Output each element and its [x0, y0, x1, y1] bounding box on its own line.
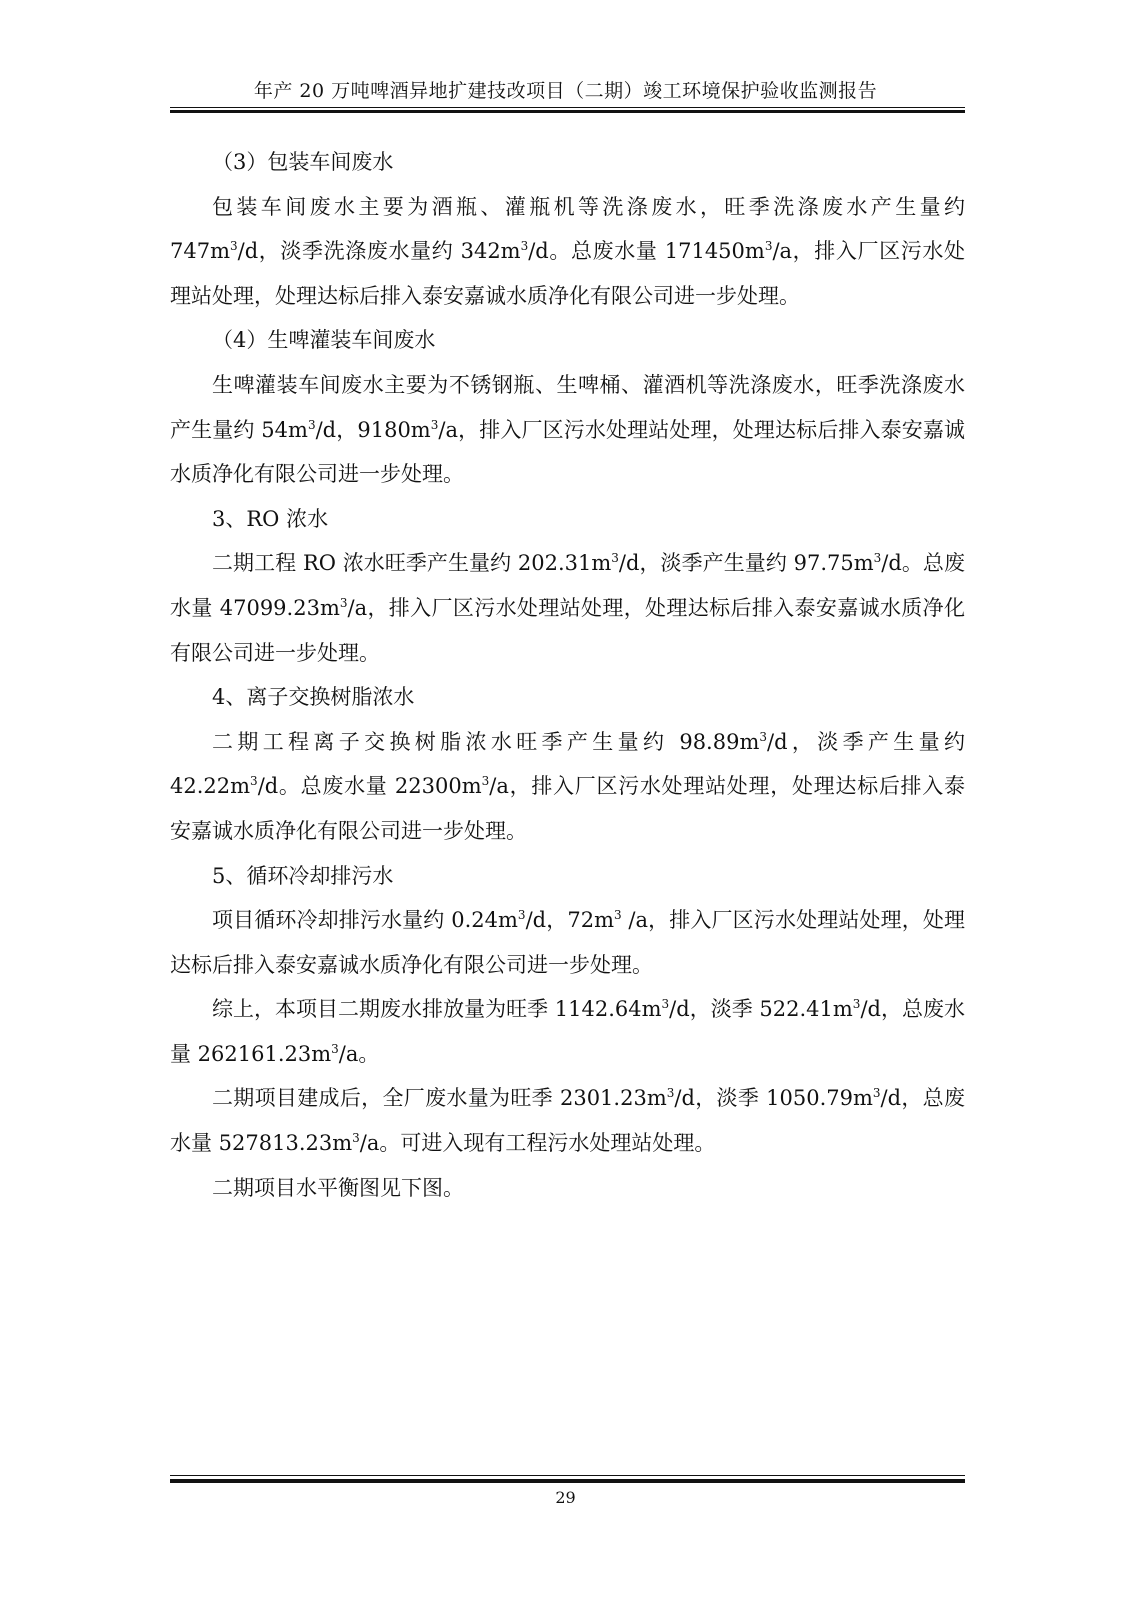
footer-rule: [170, 1475, 965, 1476]
page-number: 29: [555, 1488, 576, 1507]
section-heading-draft-beer: （4）生啤灌装车间废水: [212, 328, 436, 353]
paragraph-ro-concentrate: 二期工程 RO 浓水旺季产生量约 $202.31m^3/d$，淡季产生量约 $97.75m^3/d$。总废水量 $47099.23m^3/a$，排入厂区污水处理站处理，处理达标后排入泰安嘉诚水质净化有限公司进一步处理。: [170, 551, 965, 665]
section-heading-ro: 3、RO 浓水: [212, 506, 329, 531]
document-body: [170, 140, 965, 1210]
section-heading-packaging: （3）包装车间废水: [212, 150, 394, 174]
footer-rule-thick: [170, 1479, 965, 1483]
paragraph-summary-plant: 二期项目建成后，全厂废水量为旺季 $2301.23m^3/d$，淡季 $1050.79m^3/d$，总废水量 $527813.23m^3/a$。可进入现有工程污水处理站处理。: [170, 1086, 965, 1156]
paragraph-water-balance-note: 二期项目水平衡图见下图。: [212, 1175, 464, 1200]
paragraph-draft-beer-wastewater: 生啤灌装车间废水主要为不锈钢瓶、生啤桶、灌酒机等洗涤废水，旺季洗涤废水产生量约 $54m^3/d$，$9180m^3/a$，排入厂区污水处理站处理，处理达标后排入泰安嘉诚水质净化有限公司进一步处理。: [170, 372, 966, 487]
header-rule: [170, 107, 965, 108]
section-heading-ion-exchange: 4、离子交换树脂浓水: [212, 685, 415, 710]
section-heading-cooling: 5、循环冷却排污水: [212, 863, 394, 888]
paragraph-packaging-wastewater: 包装车间废水主要为酒瓶、灌瓶机等洗涤废水，旺季洗涤废水产生量约 $747m^3/d$，淡季洗涤废水量约 $342m^3/d$。总废水量 $171450m^3/a$，排入厂区污水处理站处理，处理达标后排入泰安嘉诚水质净化有限公司进一步处理。: [170, 194, 965, 308]
paragraph-ion-exchange: 二期工程离子交换树脂浓水旺季产生量约 $98.89m^3/d$，淡季产生量约 $42.22m^3/d$。总废水量 $22300m^3/a$，排入厂区污水处理站处理，处理达标后排入泰安嘉诚水质净化有限公司进一步处理。: [170, 729, 965, 843]
paragraph-summary-phase2: 综上，本项目二期废水排放量为旺季 $1142.64m^3/d$，淡季 $522.41m^3/d$，总废水量 $262161.23m^3/a$。: [170, 997, 965, 1066]
paragraph-cooling-blowdown: 项目循环冷却排污水量约 $0.24m^3/d$，$72m^3$ /a，排入厂区污水处理站处理，处理达标后排入泰安嘉诚水质净化有限公司进一步处理。: [170, 908, 965, 977]
header-rule-thick: [170, 110, 965, 113]
report-header-title: 年产 20 万吨啤酒异地扩建技改项目（二期）竣工环境保护验收监测报告: [253, 80, 878, 102]
